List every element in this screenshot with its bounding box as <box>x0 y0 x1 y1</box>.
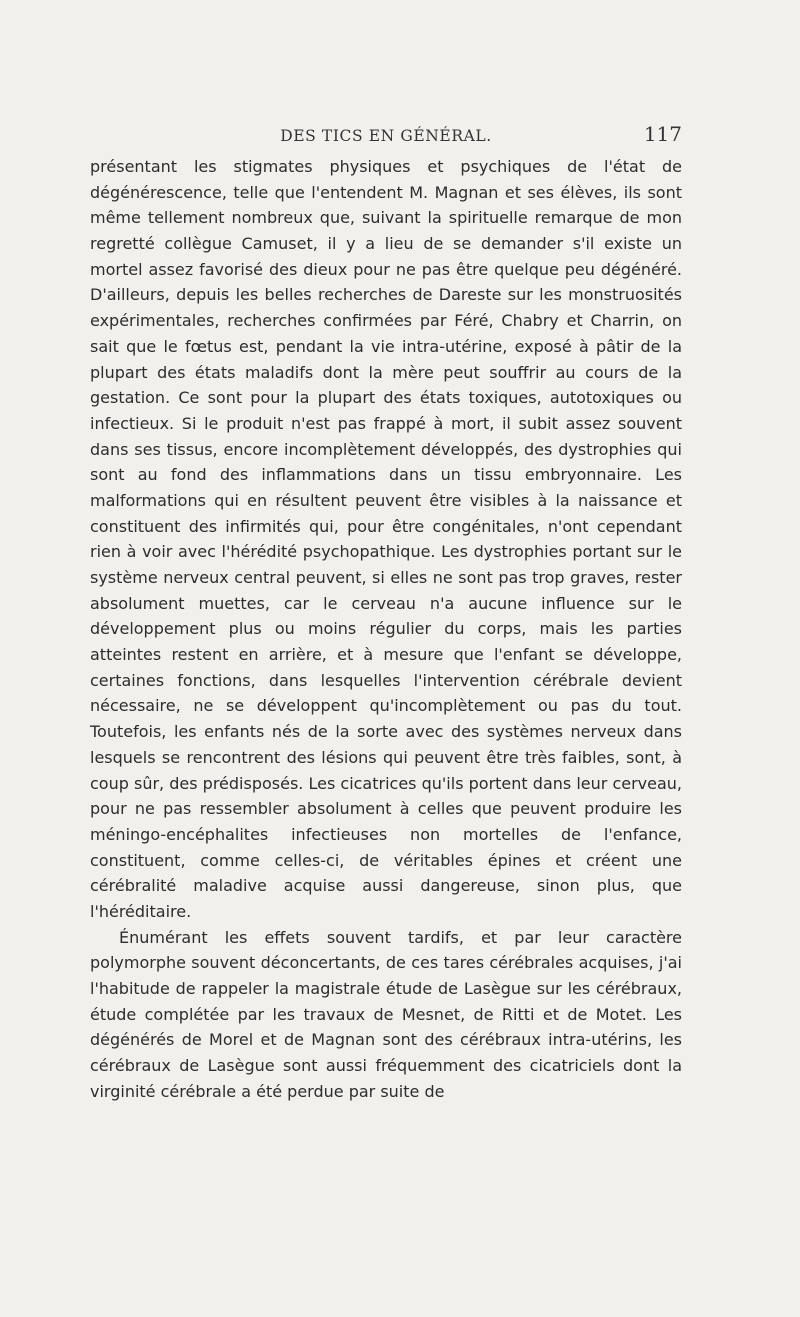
body-text <box>90 154 682 1104</box>
running-head <box>90 122 682 152</box>
running-title: DES TICS EN GÉNÉRAL. <box>280 127 492 145</box>
paragraph: Énumérant les effets souvent tardifs, et par leur caractère polymorphe souvent déconcertants, de ces tares cérébrales acquises, j'ai l'habitude de rappeler la magistrale étude de Lasègue sur les cérébraux, étude complétée par les travaux de Mesnet, de Ritti et de Motet. Les dégénérés de Morel et de Magnan sont des cérébraux intra-utérins, les cérébraux de Lasègue sont aussi fréquemment des cicatriciels dont la virginité cérébrale a été perdue par suite de <box>90 927 682 1101</box>
page-number: 117 <box>643 122 682 146</box>
paragraph: présentant les stigmates physiques et psychiques de l'état de dégénérescence, telle que l'entendent M. Magnan et ses élèves, ils sont même tellement nombreux que, suivant la spirituelle remarque de mon regretté collègue Camuset, il y a lieu de se demander s'il existe un mortel assez favorisé des dieux pour ne pas être quelque peu dégénéré. D'ailleurs, depuis les belles recherches de Dareste sur les monstruosités expérimentales, recherches confirmées par Féré, Chabry et Charrin, on sait que le fœtus est, pendant la vie intra-utérine, exposé à pâtir de la plupart des états maladifs dont la mère peut souffrir au cours de la gestation. Ce sont pour la plupart des états toxiques, autotoxiques ou infectieux. Si le produit n'est pas frappé à mort, il subit assez souvent dans ses tissus, encore incomplètement développés, des dystrophies qui sont au fond des inflammations dans un tissu embryonnaire. Les malformations qui en résultent peuvent être visibles à la naissance et constituent des infirmités qui, pour être congénitales, n'ont cependant rien à voir avec l'hérédité psychopathique. Les dystrophies portant sur le système nerveux central peuvent, si elles ne sont pas trop graves, rester absolument muettes, car le cerveau n'a aucune influence sur le développement plus ou moins régulier du corps, mais les parties atteintes restent en arrière, et à mesure que l'enfant se développe, certaines fonctions, dans lesquelles l'intervention cérébrale devient nécessaire, ne se développent qu'incomplètement ou pas du tout. Toutefois, les enfants nés de la sorte avec des systèmes nerveux dans lesquels se rencontrent des lésions qui peuvent être très faibles, sont, à coup sûr, des prédisposés. Les cicatrices qu'ils portent dans leur cerveau, pour ne pas ressembler absolument à celles que peuvent produire les méningo-encéphalites infectieuses non mortelles de l'enfance, constituent, comme celles-ci, de véritables épines et créent une cérébralité maladive acquise aussi dangereuse, sinon plus, que l'héréditaire. <box>90 157 682 921</box>
